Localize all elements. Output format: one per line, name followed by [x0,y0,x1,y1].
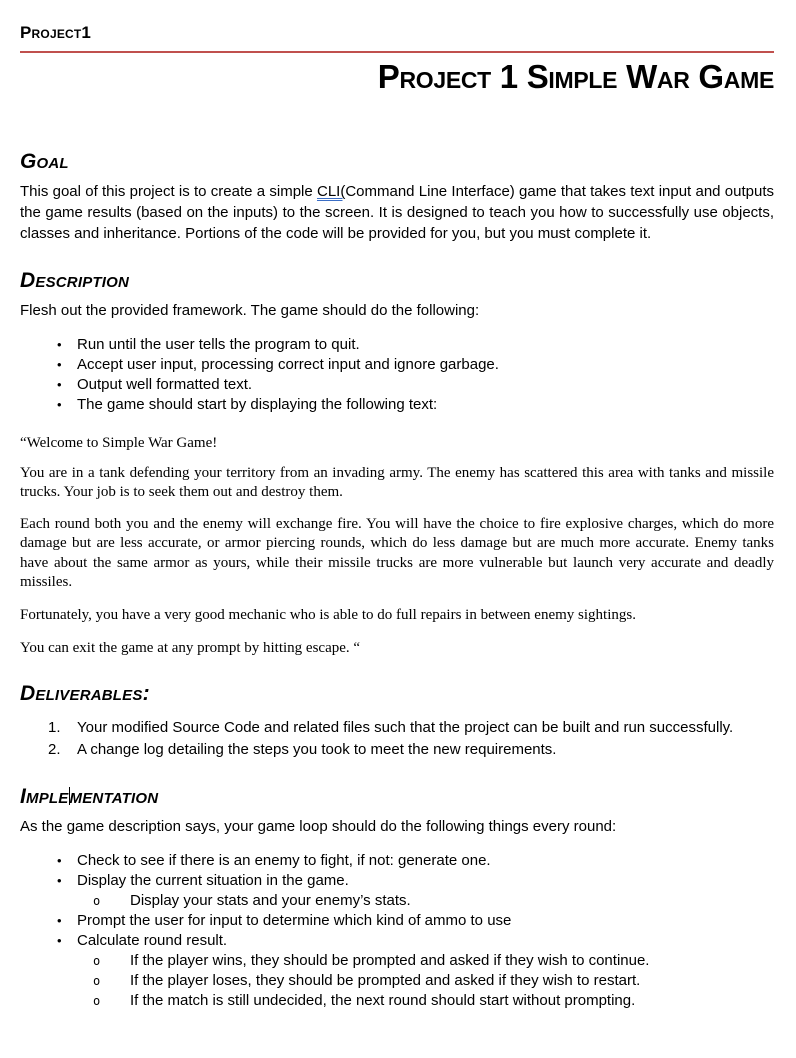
description-bullet-list [20,335,774,415]
goal-text-pre: This goal of this project is to create a simple [20,183,317,200]
goal-text-post: Command Line Interface) game that takes text input and outputs the game results (based on the inputs) to the screen. It is designed to teach you how to successfully use objects, classes and inheritance. Portions of the code will be provided for you, but you must complete it. [20,183,774,242]
bullet-marker: • [57,872,62,888]
list-item-text: The game should start by displaying the following text: [77,396,438,413]
circle-bullet-marker: o [93,893,101,908]
list-item [20,911,774,931]
quote-paragraph: You are in a tank defending your territory from an invading army. The enemy has scattered this area with tanks and missile trucks. Your job is to seek them out and destroy them. [20,464,774,500]
list-item-text: Check to see if there is an enemy to fight, if not: generate one. [77,851,491,869]
bullet-marker: • [57,852,62,868]
page-title: Project 1 Simple War Game [377,58,774,95]
bullet-marker: • [57,912,62,928]
list-item [20,931,774,951]
header-accent-rule [20,51,774,53]
list-item [20,375,774,395]
numbered-item-text: Your modified Source Code and related files such that the project can be built and run successfully. [77,718,734,736]
list-item-text: Prompt the user for input to determine which kind of ammo to use [77,911,512,929]
sub-list-item [20,971,774,991]
list-item-text: If the player loses, they should be prompted and asked if they wish to restart. [130,971,641,989]
implementation-intro: As the game description says, your game loop should do the following things every round: [20,817,617,835]
numbered-item [20,739,774,760]
implementation-heading-post: mentation [69,784,159,808]
number-marker: 2. [48,740,61,758]
implementation-heading-pre: Imple [20,784,69,808]
section-heading-description: Description [20,269,130,292]
section-heading-deliverables: Deliverables: [20,681,150,705]
grammar-flagged-text: CLI( [316,183,346,200]
bullet-marker: • [57,397,62,412]
bullet-marker: • [57,337,62,352]
bullet-marker: • [57,357,62,372]
quote-paragraph: “Welcome to Simple War Game! [20,435,218,451]
numbered-item-text: A change log detailing the steps you took to meet the new requirements. [77,740,557,758]
list-item [20,335,774,355]
list-item-text: Run until the user tells the program to quit. [77,336,360,353]
quote-paragraph: Each round both you and the enemy will exchange fire. You will have the choice to fire explosive charges, which do more damage but are less accurate, or armor piercing rounds, which do less damage but are much more accurate. Enemy tanks have about the same armor as yours, while their missile trucks are more vulnerable but launch very accurate and deadly missiles. [20,515,774,590]
list-item [20,395,774,415]
list-item-text: Accept user input, processing correct input and ignore garbage. [77,356,499,373]
bullet-marker: • [57,932,62,948]
sub-list-item [20,991,774,1011]
sub-list-item [20,891,774,911]
sub-list-item [20,951,774,971]
description-intro: Flesh out the provided framework. The game should do the following: [20,302,480,319]
list-item-text: Display the current situation in the game. [77,871,349,889]
deliverables-numbered-list [20,717,774,760]
header-doc-label: Project1 [20,23,92,42]
quote-paragraph: You can exit the game at any prompt by hitting escape. “ [20,640,361,656]
goal-paragraph [20,181,774,244]
numbered-item [20,717,774,738]
quote-paragraph: Fortunately, you have a very good mechanic who is able to do full repairs in between enemy sightings. [20,606,636,623]
list-item-text: If the match is still undecided, the next round should start without prompting. [130,991,636,1009]
bullet-marker: • [57,377,62,392]
section-heading-implementation [20,784,774,810]
circle-bullet-marker: o [93,953,101,968]
circle-bullet-marker: o [93,993,101,1008]
list-item-text: Display your stats and your enemy’s stats. [130,891,411,909]
list-item-text: Calculate round result. [77,931,228,949]
implementation-bullet-list [20,851,774,1011]
list-item [20,871,774,891]
list-item-text: If the player wins, they should be prompted and asked if they wish to continue. [130,951,650,969]
list-item [20,355,774,375]
circle-bullet-marker: o [93,973,101,988]
number-marker: 1. [48,718,61,736]
section-heading-goal: Goal [20,150,69,173]
list-item-text: Output well formatted text. [77,376,253,393]
list-item [20,851,774,871]
